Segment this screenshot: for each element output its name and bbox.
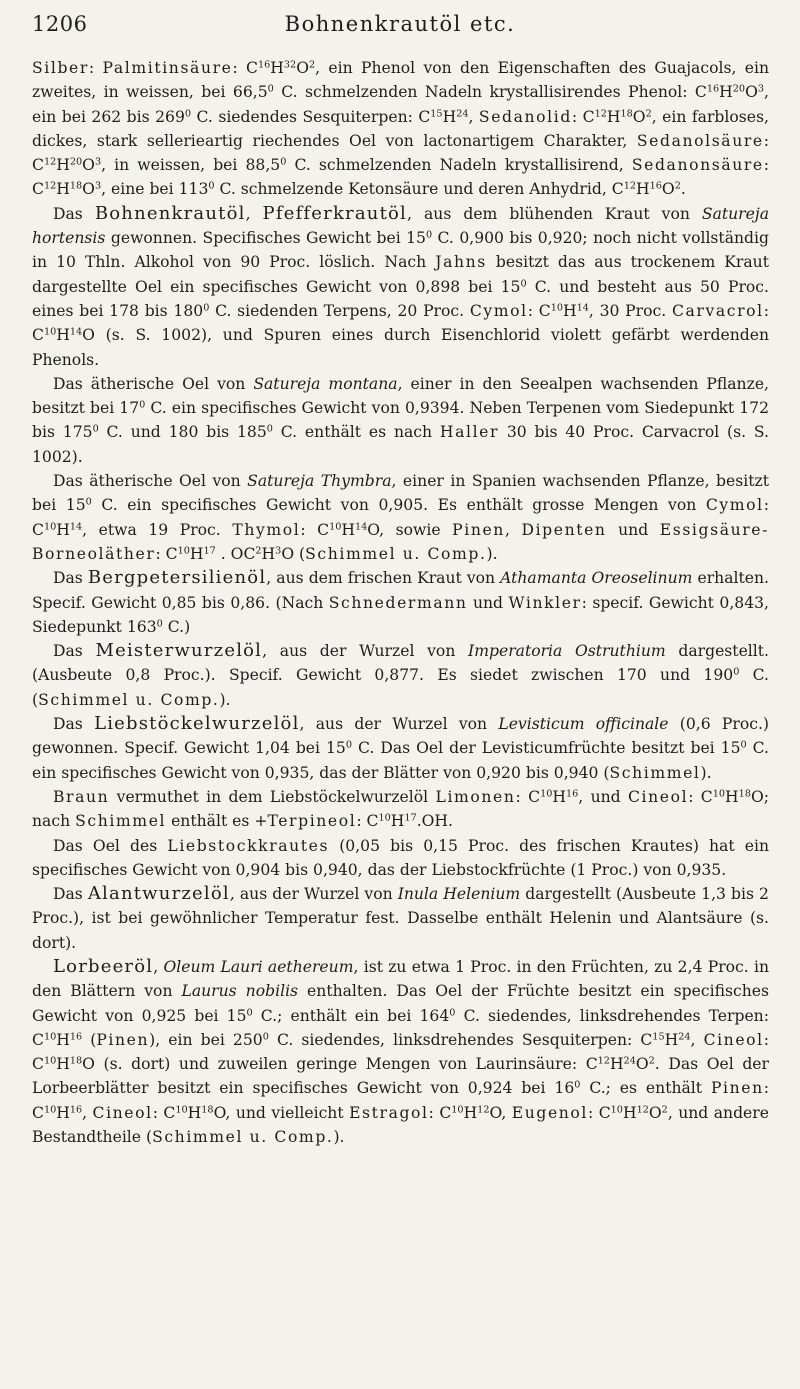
paragraph-liebstoeckelwurzeloel: Das Liebstöckelwurzelöl, aus der Wurzel von Levisticum officinale (0,6 Proc.) gewonnen. Specif. Gewicht 1,04 bei $15^0$ C. Das Oel der Levisticumfrüchte besitzt bei $15^0$ C. ein specifisches Gewicht von 0,935, das der Blätter von 0,920 bis 0,940 (Schimmel). <box>32 713 769 782</box>
paragraph-bohnenkrautoel: Das Bohnenkrautöl, Pfefferkrautöl, aus dem blühenden Kraut von Satureja hortensis gewonnen. Specifisches Gewicht bei $15^0$ C. 0,900 bis 0,920; noch nicht vollständig in 10 Thln. Alkohol von 90 Proc. löslich. Nach Jahns besitzt das aus trockenem Kraut dargestellte Oel ein specifisches Gewicht von 0,898 bei $15^0$ C. und besteht aus 50 Proc. eines bei 178 bis $180^0$ C. siedenden Terpens, 20 Proc. Cymol: $C^{10}H^{14}$, 30 Proc. Carvacrol: $C^{10}H^{14}O$ (s. S. 1002), und Spuren eines durch Eisenchlorid violett gefärbt werdenden Phenols. <box>32 202 769 369</box>
paragraph-liebstockkraut: Das Oel des Liebstockkrautes (0,05 bis 0,15 Proc. des frischen Krautes) hat ein specifisches Gewicht von 0,904 bis 0,940, das der Liebstockfrüchte (1 Proc.) von 0,935. <box>32 836 769 879</box>
running-header <box>0 0 800 40</box>
paragraph-alantwurzeloel: Das Alantwurzelöl, aus der Wurzel von Inula Helenium dargestellt (Ausbeute 1,3 bis 2 Proc.), ist bei gewöhnlicher Temperatur fest. Dasselbe enthält Helenin und Alantsäure (s. dort). <box>32 883 769 952</box>
paragraph-braun-limonen: Braun vermuthet in dem Liebstöckelwurzelöl Limonen: $C^{10}H^{16}$, und Cineol: $C^{10}H^{18}O$; nach Schimmel enthält es +Terpineol: $C^{10}H^{17}.OH$. <box>32 787 769 831</box>
running-title: Bohnenkrautöl etc. <box>284 12 516 36</box>
paragraph-lorbeeroel: Lorbeeröl, Oleum Lauri aethereum, ist zu etwa 1 Proc. in den Früchten, zu 2,4 Proc. in den Blättern von Laurus nobilis enthalten. Das Oel der Früchte besitzt ein specifisches Gewicht von 0,925 bei $15^0$ C.; enthält ein bei $164^0$ C. siedendes, linksdrehendes Terpen: $C^{10}H^{16}$ (Pinen), ein bei $250^0$ C. siedendes, linksdrehendes Sesquiterpen: $C^{15}H^{24}$, Cineol: $C^{10}H^{18}O$ (s. dort) und zuweilen geringe Mengen von Laurinsäure: $C^{12}H^{24}O^2$. Das Oel der Lorbeerblätter besitzt ein specifisches Gewicht von 0,924 bei $16^0$ C.; es enthält Pinen: $C^{10}H^{16}$, Cineol: $C^{10}H^{18}O$, und vielleicht Estragol: $C^{10}H^{12}O$, Eugenol: $C^{10}H^{12}O^2$, und andere Bestandtheile (Schimmel u. Comp.). <box>32 955 770 1147</box>
body-text <box>32 56 769 1149</box>
paragraph-meisterwurzeloel: Das Meisterwurzelöl, aus der Wurzel von Imperatoria Ostruthium dargestellt. (Ausbeute 0,8 Proc.). Specif. Gewicht 0,877. Es siedet zwischen 170 und $190^0$ C. (Schimmel u. Comp.). <box>32 640 769 709</box>
paragraph-silber-continuation: Silber: Palmitinsäure: $C^{16}H^{32}O^2$, ein Phenol von den Eigenschaften des Guajacols, ein zweites, in weissen, bei 66,5$^0$ C. schmelzenden Nadeln krystallisirendes Phenol: $C^{16}H^{20}O^3$, ein bei 262 bis $269^0$ C. siedendes Sesquiterpen: $C^{15}H^{24}$, Sedanolid: $C^{12}H^{18}O^2$, ein farbloses, dickes, stark sellerieartig riechendes Oel von lactonartigem Charakter, Sedanolsäure: $C^{12}H^{20}O^3$, in weissen, bei 88,5$^0$ C. schmelzenden Nadeln krystallisirend, Sedanonsäure: $C^{12}H^{18}O^3$, eine bei $113^0$ C. schmelzende Ketonsäure und deren Anhydrid, $C^{12}H^{16}O^2$. <box>32 59 770 199</box>
paragraph-bergpetersilienoel: Das Bergpetersilienöl, aus dem frischen Kraut von Athamanta Oreoselinum erhalten. Specif. Gewicht 0,85 bis 0,86. (Nach Schnedermann und Winkler: specif. Gewicht 0,843, Siedepunkt $163^0$ C.) <box>32 567 769 636</box>
paragraph-satureja-thymbra: Das ätherische Oel von Satureja Thymbra, einer in Spanien wachsenden Pflanze, besitzt bei $15^0$ C. ein specifisches Gewicht von 0,905. Es enthält grosse Mengen von Cymol: $C^{10}H^{14}$, etwa 19 Proc. Thymol: $C^{10}H^{14}O$, sowie Pinen, Dipenten und Essigsäure-Borneoläther: $C^{10}H^{17}$ . $OC^2H^3O$ (Schimmel u. Comp.). <box>32 472 769 563</box>
page-number: 1206 <box>32 12 88 36</box>
paragraph-satureja-montana: Das ätherische Oel von Satureja montana, einer in den Seealpen wachsenden Pflanze, besitzt bei $17^0$ C. ein specifisches Gewicht von 0,9394. Neben Terpenen vom Siedepunkt 172 bis $175^0$ C. und 180 bis $185^0$ C. enthält es nach Haller 30 bis 40 Proc. Carvacrol (s. S. 1002). <box>32 374 770 466</box>
